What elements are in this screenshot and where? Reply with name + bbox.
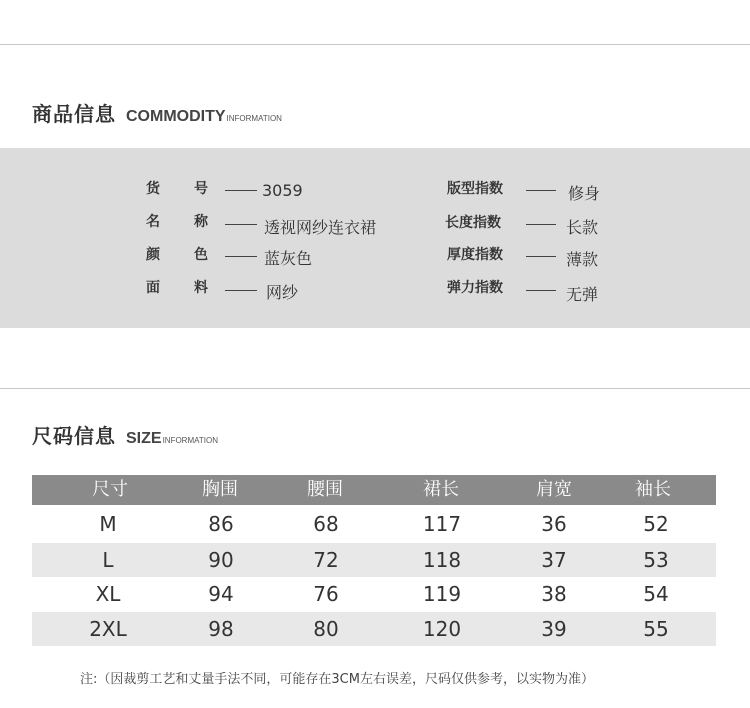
info-label-stretch-index: 弹力指数 xyxy=(447,280,503,296)
commodity-title-en-small: INFORMATION xyxy=(226,114,282,123)
size-title-en: SIZE xyxy=(126,430,162,447)
table-cell: 118 xyxy=(422,548,462,572)
table-cell: L xyxy=(102,548,114,572)
info-value-item-number: 3059 xyxy=(262,181,303,200)
table-cell: 2XL xyxy=(89,617,127,641)
info-label-part-b: 号 xyxy=(194,181,208,197)
info-dash xyxy=(225,224,257,225)
info-label-part-b: 色 xyxy=(194,247,208,263)
info-label-length-index: 长度指数 xyxy=(445,215,501,231)
table-cell: 53 xyxy=(643,548,669,572)
info-label-part-a: 货 xyxy=(146,181,160,197)
size-title-cn: 尺码信息 xyxy=(32,424,116,448)
info-label-part-a: 面 xyxy=(146,280,160,296)
size-table-header xyxy=(32,475,716,505)
info-label-part-a: 名 xyxy=(146,214,160,230)
size-title-en-small: INFORMATION xyxy=(162,436,218,445)
table-row xyxy=(32,543,716,577)
info-dash xyxy=(526,224,556,225)
commodity-title-cn: 商品信息 xyxy=(32,102,116,126)
table-cell: 52 xyxy=(643,512,669,536)
table-cell: 72 xyxy=(313,548,339,572)
top-divider xyxy=(0,44,750,45)
table-cell: 39 xyxy=(541,617,567,641)
info-label-part-b: 称 xyxy=(194,214,208,230)
info-dash xyxy=(526,256,556,257)
table-cell: 54 xyxy=(643,582,669,606)
table-cell: M xyxy=(99,512,117,536)
info-value-fabric: 网纱 xyxy=(266,283,299,302)
table-row xyxy=(32,612,716,646)
table-cell: 37 xyxy=(541,548,567,572)
table-cell: 38 xyxy=(541,582,567,606)
info-dash xyxy=(225,290,257,291)
info-label-fit-index: 版型指数 xyxy=(447,181,503,197)
commodity-section-title xyxy=(32,98,282,127)
table-cell: 120 xyxy=(422,617,462,641)
size-section-title xyxy=(32,420,218,449)
table-cell: 94 xyxy=(208,582,234,606)
table-cell: 86 xyxy=(208,512,234,536)
header-cell-sleeve: 袖长 xyxy=(635,479,671,500)
info-value-fit-index: 修身 xyxy=(568,184,601,203)
info-label-part-b: 料 xyxy=(194,280,208,296)
table-row xyxy=(32,577,716,611)
header-cell-shoulder: 肩宽 xyxy=(536,479,572,500)
table-cell: 80 xyxy=(313,617,339,641)
info-value-thickness-index: 薄款 xyxy=(566,250,599,269)
info-value-stretch-index: 无弹 xyxy=(566,285,599,304)
table-cell: 117 xyxy=(422,512,462,536)
table-cell: 55 xyxy=(643,617,669,641)
info-dash xyxy=(225,256,257,257)
info-value-color: 蓝灰色 xyxy=(264,249,313,268)
table-cell: 119 xyxy=(422,582,462,606)
info-label-part-a: 颜 xyxy=(146,247,160,263)
table-cell: 68 xyxy=(313,512,339,536)
table-cell: 76 xyxy=(313,582,339,606)
middle-divider xyxy=(0,388,750,389)
table-row xyxy=(32,507,716,541)
info-dash xyxy=(225,190,257,191)
commodity-info-band xyxy=(0,148,750,328)
info-dash xyxy=(526,290,556,291)
header-cell-waist: 腰围 xyxy=(307,479,343,500)
info-value-length-index: 长款 xyxy=(566,218,599,237)
header-cell-size: 尺寸 xyxy=(92,479,128,500)
size-disclaimer-note: 注:（因裁剪工艺和丈量手法不同，可能存在3CM左右误差，尺码仅供参考，以实物为准） xyxy=(80,672,594,687)
info-value-name: 透视网纱连衣裙 xyxy=(264,218,377,237)
table-cell: 36 xyxy=(541,512,567,536)
table-cell: 98 xyxy=(208,617,234,641)
table-cell: 90 xyxy=(208,548,234,572)
header-cell-bust: 胸围 xyxy=(202,479,238,500)
info-label-thickness-index: 厚度指数 xyxy=(447,247,503,263)
commodity-title-en: COMMODITY xyxy=(126,108,226,125)
table-cell: XL xyxy=(95,582,121,606)
header-cell-dress-length: 裙长 xyxy=(423,479,459,500)
info-dash xyxy=(526,190,556,191)
